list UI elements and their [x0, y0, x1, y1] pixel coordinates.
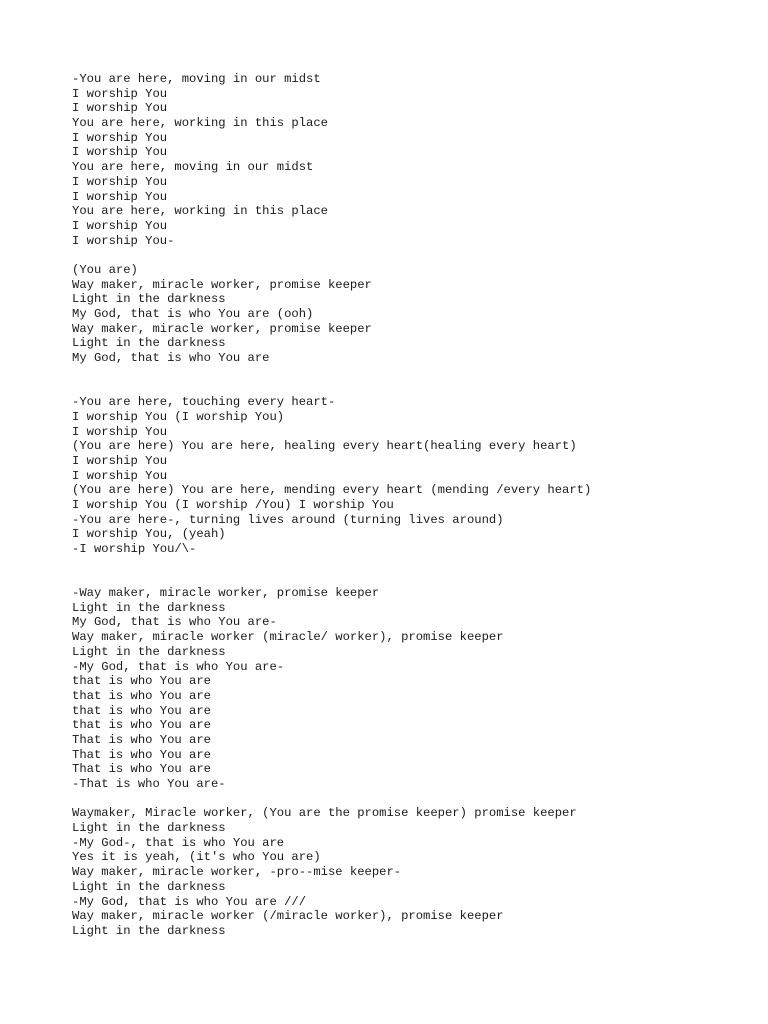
stanza-spacer — [72, 792, 732, 807]
lyric-line: Waymaker, Miracle worker, (You are the promise keeper) promise keeper — [72, 806, 577, 821]
lyric-line: I worship You — [72, 424, 168, 439]
lyric-line: Yes it is yeah, (it's who You are) — [72, 850, 321, 865]
lyric-line: -My God-, that is who You are — [72, 835, 285, 850]
lyric-line: -I worship You/\- — [72, 542, 197, 557]
lyric-line: I worship You- — [72, 233, 175, 248]
stanza-1 — [72, 72, 732, 248]
lyric-line: Way maker, miracle worker (miracle/ worker), promise keeper — [72, 630, 504, 645]
stanza-2 — [72, 263, 732, 366]
lyric-line: I worship You — [72, 453, 168, 468]
lyric-line: that is who You are — [72, 718, 211, 733]
lyric-line: Light in the darkness — [72, 821, 226, 836]
lyric-line: My God, that is who You are — [72, 351, 270, 366]
lyrics-document — [72, 72, 732, 939]
lyric-line: I worship You — [72, 101, 168, 116]
stanza-spacer — [72, 248, 732, 263]
lyric-line: I worship You — [72, 145, 168, 160]
stanza-spacer — [72, 366, 732, 395]
lyric-line: I worship You — [72, 86, 168, 101]
lyric-line: I worship You (I worship /You) I worship You — [72, 497, 394, 512]
lyric-line: I worship You — [72, 174, 168, 189]
stanza-4 — [72, 586, 732, 792]
lyric-line: That is who You are — [72, 732, 211, 747]
lyric-line: -My God, that is who You are /// — [72, 894, 307, 909]
lyric-line: that is who You are — [72, 674, 211, 689]
lyric-line: You are here, moving in our midst — [72, 160, 314, 175]
lyric-line: that is who You are — [72, 703, 211, 718]
lyric-line: Light in the darkness — [72, 336, 226, 351]
lyric-line: -You are here-, turning lives around (turning lives around) — [72, 512, 504, 527]
lyric-line: -You are here, moving in our midst — [72, 72, 321, 86]
lyric-line: Way maker, miracle worker (/miracle worker), promise keeper — [72, 909, 504, 924]
lyric-line: Light in the darkness — [72, 879, 226, 894]
lyric-line: Light in the darkness — [72, 923, 226, 938]
lyric-line: -You are here, touching every heart- — [72, 395, 336, 410]
lyric-line: My God, that is who You are (ooh) — [72, 307, 314, 321]
lyric-line: -Way maker, miracle worker, promise keeper — [72, 586, 380, 601]
lyric-line: Way maker, miracle worker, promise keeper — [72, 321, 372, 336]
lyric-line: I worship You — [72, 189, 168, 204]
lyric-line: My God, that is who You are- — [72, 615, 277, 630]
lyric-line: I worship You — [72, 468, 168, 483]
stanza-5 — [72, 806, 732, 938]
lyric-line: (You are here) You are here, healing every heart(healing every heart) — [72, 439, 577, 454]
lyric-line: I worship You (I worship You) — [72, 409, 285, 424]
lyric-line: (You are here) You are here, mending every heart (mending /every heart) — [72, 483, 592, 498]
lyric-line: -That is who You are- — [72, 777, 226, 792]
lyric-line: I worship You, (yeah) — [72, 527, 226, 542]
lyric-line: -My God, that is who You are- — [72, 659, 285, 674]
lyric-line: Light in the darkness — [72, 292, 226, 307]
lyric-line: Way maker, miracle worker, -pro--mise keeper- — [72, 865, 402, 880]
lyric-line: That is who You are — [72, 762, 211, 777]
lyric-line: That is who You are — [72, 747, 211, 762]
lyric-line: I worship You — [72, 130, 168, 145]
lyric-line: (You are) — [72, 262, 138, 277]
lyric-line: Light in the darkness — [72, 644, 226, 659]
lyric-line: I worship You — [72, 218, 168, 233]
lyric-line: You are here, working in this place — [72, 204, 328, 219]
stanza-3 — [72, 395, 732, 557]
lyric-line: Way maker, miracle worker, promise keeper — [72, 277, 372, 292]
lyric-line: Light in the darkness — [72, 600, 226, 615]
lyric-line: You are here, working in this place — [72, 116, 328, 131]
stanza-spacer — [72, 557, 732, 586]
lyric-line: that is who You are — [72, 688, 211, 703]
